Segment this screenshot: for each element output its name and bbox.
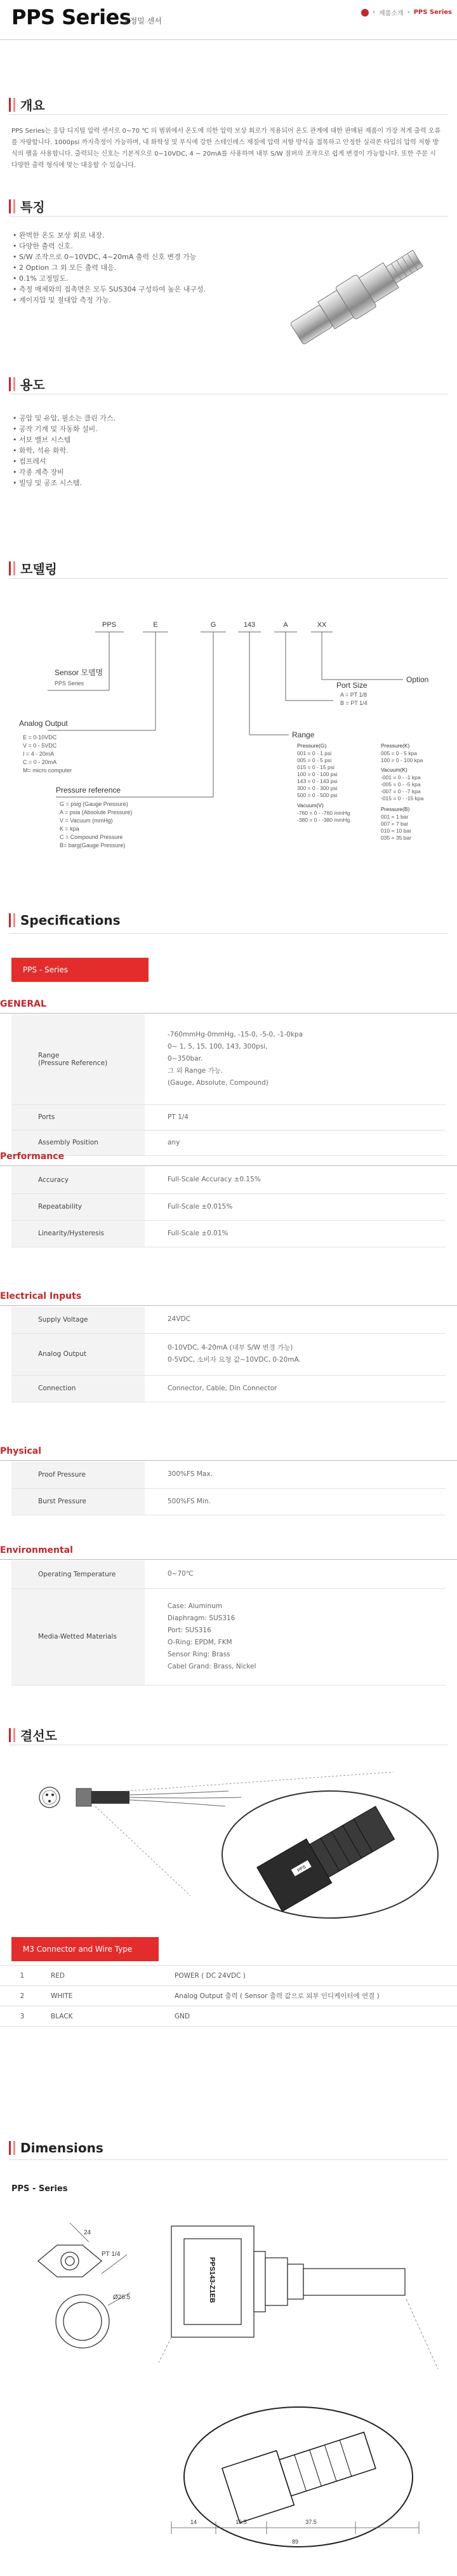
- option-label: Option: [406, 675, 429, 684]
- spec-table-electrical: [11, 1306, 446, 1402]
- svg-text:005 = 0 - 5 kpa: 005 = 0 - 5 kpa: [381, 750, 417, 756]
- spec-table-general: [11, 1014, 446, 1156]
- svg-text:14: 14: [190, 2519, 197, 2525]
- code-range: 143: [243, 621, 256, 629]
- svg-text:001 = 0 - 1 psi: 001 = 0 - 1 psi: [297, 750, 332, 756]
- range-label: Range: [292, 730, 315, 739]
- dimension-drawing: [0, 2197, 457, 2572]
- list-item: • 서보 밸브 시스템: [13, 434, 116, 445]
- pressure-reference-label: Pressure reference: [56, 786, 121, 795]
- section-divider: [9, 216, 448, 217]
- section-features-heading: 특징: [9, 197, 45, 215]
- table-row: Accuracy Full-Scale Accuracy ±0.15%: [11, 1167, 446, 1193]
- table-row: Range (Pressure Reference) -760mmHg-0mmHg, -15-0, -5-0, -1-0kpa 0~ 1, 5, 15, 100, 143, 300psi, 0~350bar. 그 외 Range 가능. (Gauge, Absolute, Compound): [11, 1014, 446, 1104]
- svg-text:K = kpa: K = kpa: [60, 826, 79, 832]
- section-divider: [9, 578, 448, 579]
- list-item: • 공압 및 유압, 필소는 클린 가스.: [13, 413, 116, 424]
- table-row: Analog Output 0-10VDC, 4-20mA (내부 S/W 변경 가능) 0-5VDC, 소비자 요청 값~10VDC, 0-20mA.: [11, 1333, 446, 1375]
- section-divider: [9, 933, 448, 934]
- overview-text: PPS Series는 응답 디지털 압력 센서로 0~70 ℃ 의 범위에서 온도에 의한 압력 보상 회로가 적용되어 온도 관계에 대한 판매된 제품이 가장 적게 출력 오류를 자랑합니다. 1000psi 까지측정이 가능하며, 내 화학성 및 부식에 강한 스테인레스 재질에 압력 저항 방식을 접목하고 안정한 실리콘 타입의 압력 저항 방식의 팰을 사용합니다. 출력되는 신호는 기본적으로 0~10VDC, 4 ~ 20mA를 사용하며 내부 S/W 점퍼의 조작으로 쉽게 변경이 가능합니다. 또한 주문 시 다양한 출력 형식에 맞는 대응할 수 있습니다.: [11, 128, 441, 169]
- connector-label: PPS: [296, 1865, 307, 1874]
- svg-text:Pressure(K): Pressure(K): [381, 742, 410, 749]
- svg-text:V = 0 - 5VDC: V = 0 - 5VDC: [23, 742, 57, 749]
- table-row: Repeatability Full-Scale ±0.015%: [11, 1193, 446, 1220]
- list-item: • 0.1% 고정밀도.: [13, 273, 206, 284]
- spec-group-title: Electrical Inputs: [0, 1291, 82, 1301]
- spec-table-environmental: [11, 1560, 446, 1686]
- svg-text:-380 = 0 - -380 mmHg: -380 = 0 - -380 mmHg: [297, 817, 350, 823]
- svg-text:A = PT 1/8: A = PT 1/8: [340, 692, 368, 698]
- list-item: • 2 Option 그 외 모든 출력 대응.: [13, 262, 206, 273]
- wire-table: [0, 1965, 457, 2027]
- list-item: • 완벽한 온도 보상 회로 내장.: [13, 230, 206, 241]
- chevron-right-icon: ›: [372, 9, 375, 16]
- svg-text:24: 24: [84, 2229, 91, 2236]
- table-row: Media-Wetted Materials Case: Aluminum Diaphragm: SUS316 Port: SUS316 O-Ring: EPDM, FKM Sensor Ring: Brass Cabel Grand: Brass, Nickel: [11, 1588, 446, 1685]
- section-divider: [9, 2159, 448, 2160]
- table-row: Ports PT 1/4: [11, 1104, 446, 1130]
- spec-group-title: Physical: [0, 1446, 42, 1456]
- section-dimensions-heading: Dimensions: [9, 2140, 103, 2156]
- svg-text:Pressure(B): Pressure(B): [381, 806, 410, 812]
- list-item: • 빌딩 및 공조 시스템.: [13, 478, 116, 488]
- svg-text:M= micro computer: M= micro computer: [23, 767, 72, 774]
- svg-text:37.5: 37.5: [305, 2519, 317, 2525]
- list-item: • 컴프레셔: [13, 456, 116, 467]
- page-title: PPS Series: [11, 5, 131, 29]
- list-item: • 화학, 석유 화학.: [13, 445, 116, 456]
- svg-text:-760 = 0 - -760 mmHg: -760 = 0 - -760 mmHg: [297, 810, 350, 816]
- code-sensor: PPS: [102, 621, 117, 629]
- svg-text:I = 4 - 20mA: I = 4 - 20mA: [23, 751, 55, 757]
- page-subtitle: 고정밀 센서: [123, 17, 162, 25]
- spec-group-title: GENERAL: [0, 999, 46, 1009]
- svg-text:-015 = 0 - -15 kpa: -015 = 0 - -15 kpa: [381, 795, 424, 802]
- svg-text:C = Compound Pressure: C = Compound Pressure: [60, 834, 123, 840]
- code-reference: G: [210, 621, 216, 629]
- list-item: • 공작 기계 및 자동화 설비.: [13, 424, 116, 434]
- section-divider: [9, 114, 448, 115]
- svg-text:001 = 1 bar: 001 = 1 bar: [381, 814, 409, 820]
- svg-text:Vacuum(V): Vacuum(V): [297, 802, 324, 808]
- breadcrumb-item-products[interactable]: 제품소개: [378, 10, 404, 17]
- table-row: Linearity/Hysteresis Full-Scale ±0.01%: [11, 1220, 446, 1247]
- wiring-diagram: [0, 1753, 457, 1924]
- table-row: Operating Temperature 0~70℃: [11, 1560, 446, 1588]
- svg-text:B= barg(Gauge Pressure): B= barg(Gauge Pressure): [60, 842, 126, 849]
- table-row: Supply Voltage 24VDC: [11, 1306, 446, 1333]
- svg-text:500 = 0 - 500 psi: 500 = 0 - 500 psi: [297, 792, 338, 798]
- svg-text:-005 = 0 - -5 kpa: -005 = 0 - -5 kpa: [381, 781, 421, 788]
- home-icon[interactable]: [361, 9, 369, 17]
- svg-text:-001 = 0 - -1 kpa: -001 = 0 - -1 kpa: [381, 774, 421, 781]
- svg-text:16.5: 16.5: [235, 2519, 247, 2525]
- chevron-right-icon: ›: [407, 9, 410, 16]
- svg-text:V = Vacuum (mmHg): V = Vacuum (mmHg): [60, 817, 113, 824]
- spec-group-title: Performance: [0, 1151, 65, 1162]
- spec-table-performance: [11, 1167, 446, 1247]
- sensor-label: Sensor 모델명: [55, 668, 103, 677]
- pressure-sensor-image: [279, 229, 438, 362]
- spec-table-physical: [11, 1461, 446, 1515]
- sensor-sub: PPS Series: [55, 680, 84, 687]
- port-size-label: Port Size: [336, 681, 368, 690]
- svg-text:PPS143-Z1EB: PPS143-Z1EB: [208, 2257, 216, 2304]
- code-output: E: [153, 621, 158, 629]
- spec-group-title: Environmental: [0, 1545, 73, 1555]
- svg-text:C = 0 - 20mA: C = 0 - 20mA: [23, 759, 57, 765]
- svg-text:Vacuum(K): Vacuum(K): [381, 767, 407, 773]
- dimensions-series-label: PPS - Series: [11, 2184, 68, 2194]
- table-row: Burst Pressure 500%FS Min.: [11, 1488, 446, 1515]
- code-option: XX: [317, 621, 327, 629]
- tab-m3-connector[interactable]: M3 Connector and Wire Type: [11, 1937, 159, 1961]
- list-item: • 각종 계측 장비: [13, 467, 116, 478]
- table-row: Proof Pressure 300%FS Max.: [11, 1461, 446, 1488]
- svg-text:300 = 0 - 300 psi: 300 = 0 - 300 psi: [297, 785, 338, 791]
- section-specifications-heading: Specifications: [9, 913, 120, 928]
- breadcrumb: [361, 8, 452, 17]
- list-item: • S/W 조작으로 0~10VDC, 4~20mA 출력 신호 변경 가능: [13, 252, 206, 262]
- svg-text:-007 = 0 - -7 kpa: -007 = 0 - -7 kpa: [381, 788, 421, 795]
- svg-text:A = psia (Absolute Pressure): A = psia (Absolute Pressure): [60, 809, 133, 815]
- svg-text:143 = 0 - 143 psi: 143 = 0 - 143 psi: [297, 778, 338, 784]
- svg-text:89: 89: [291, 2539, 299, 2545]
- table-row: 3 BLACK GND: [0, 2006, 457, 2027]
- section-usage-heading: 용도: [9, 375, 45, 393]
- svg-text:Pressure(G): Pressure(G): [297, 742, 327, 749]
- tab-pps-series[interactable]: PPS - Series: [11, 958, 149, 982]
- svg-text:Ø26.5: Ø26.5: [113, 2294, 131, 2301]
- title-divider: [0, 39, 457, 40]
- svg-text:G = psig (Gauge Pressure): G = psig (Gauge Pressure): [60, 801, 128, 807]
- svg-text:B = PT 1/4: B = PT 1/4: [340, 700, 368, 706]
- list-item: • 측정 매체와의 접촉면은 모두 SUS304 구성하여 높은 내구성.: [13, 284, 206, 295]
- analog-label: Analog Output: [19, 719, 68, 728]
- features-list: [13, 230, 206, 305]
- table-row: Connection Connector, Cable, Din Connector: [11, 1375, 446, 1402]
- svg-text:005 = 0 - 5 psi: 005 = 0 - 5 psi: [297, 757, 332, 763]
- svg-text:100 = 0 - 100 kpa: 100 = 0 - 100 kpa: [381, 757, 423, 763]
- svg-text:010 = 10 bar: 010 = 10 bar: [381, 828, 411, 834]
- svg-text:015 = 0 - 15 psi: 015 = 0 - 15 psi: [297, 764, 334, 770]
- list-item: • 계이지압 및 절대압 측정 가능.: [13, 295, 206, 305]
- section-modeling-heading: 모델링: [9, 559, 57, 577]
- svg-text:035 = 35 bar: 035 = 35 bar: [381, 835, 411, 841]
- usage-list: [13, 413, 116, 488]
- svg-text:007 = 7 bar: 007 = 7 bar: [381, 821, 409, 827]
- svg-text:100 = 0 - 100 psi: 100 = 0 - 100 psi: [297, 771, 338, 777]
- table-row: 1 RED POWER ( DC 24VDC ): [0, 1966, 457, 1986]
- table-row: 2 WHITE Analog Output 출력 ( Sensor 출력 값으로 외부 인디케이터에 연결 ): [0, 1986, 457, 2006]
- code-port: A: [283, 621, 288, 629]
- table-row: Assembly Position any: [11, 1130, 446, 1155]
- list-item: • 다양한 출력 신호.: [13, 241, 206, 252]
- svg-text:PT 1/4: PT 1/4: [102, 2251, 121, 2258]
- section-wiring-heading: 결선도: [9, 1726, 57, 1744]
- svg-text:E = 0-10VDC: E = 0-10VDC: [23, 734, 57, 741]
- model-code-diagram: [0, 613, 457, 911]
- section-overview-heading: 개요: [9, 95, 45, 114]
- breadcrumb-item-current[interactable]: PPS Series: [413, 9, 452, 16]
